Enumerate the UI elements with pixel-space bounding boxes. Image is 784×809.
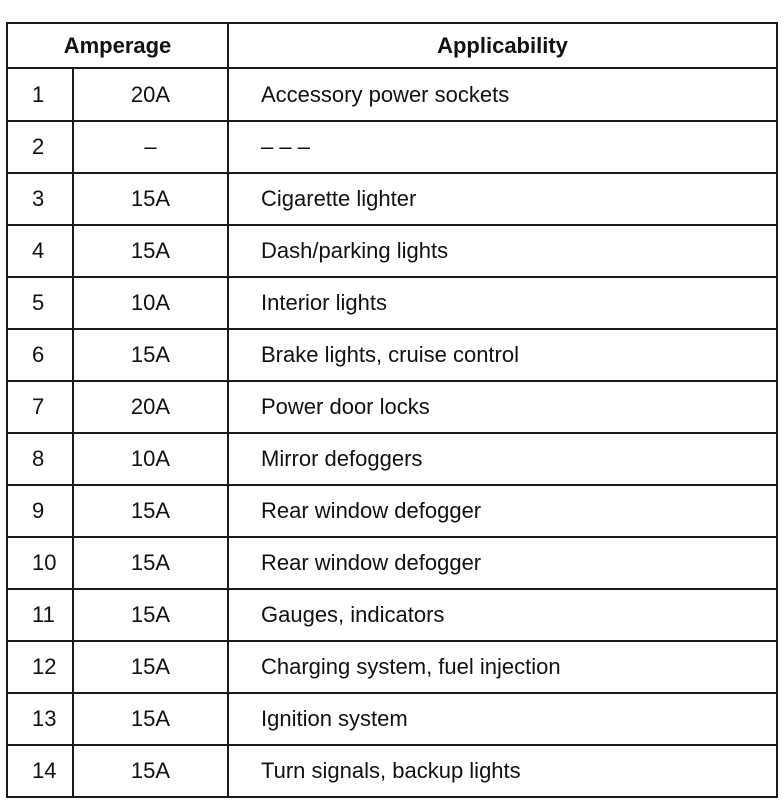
fuse-amperage: 15A (73, 745, 228, 797)
fuse-amperage: 15A (73, 173, 228, 225)
table-row (7, 641, 777, 693)
fuse-number: 14 (7, 745, 73, 797)
table-row (7, 68, 777, 121)
fuse-applicability: Interior lights (228, 277, 777, 329)
fuse-amperage: 10A (73, 277, 228, 329)
fuse-number: 10 (7, 537, 73, 589)
table-row (7, 537, 777, 589)
fuse-applicability: – – – (228, 121, 777, 173)
fuse-number: 9 (7, 485, 73, 537)
fuse-number: 12 (7, 641, 73, 693)
fuse-applicability: Brake lights, cruise control (228, 329, 777, 381)
fuse-table (6, 22, 778, 798)
fuse-applicability: Power door locks (228, 381, 777, 433)
fuse-number: 7 (7, 381, 73, 433)
fuse-amperage: 15A (73, 641, 228, 693)
fuse-amperage: 15A (73, 225, 228, 277)
table-row (7, 485, 777, 537)
fuse-amperage: 20A (73, 381, 228, 433)
fuse-applicability: Charging system, fuel injection (228, 641, 777, 693)
fuse-amperage: 15A (73, 329, 228, 381)
fuse-applicability: Cigarette lighter (228, 173, 777, 225)
fuse-number: 5 (7, 277, 73, 329)
table-row (7, 693, 777, 745)
applicability-header: Applicability (228, 23, 777, 68)
table-row (7, 381, 777, 433)
fuse-amperage: 15A (73, 693, 228, 745)
table-row (7, 433, 777, 485)
fuse-applicability: Mirror defoggers (228, 433, 777, 485)
fuse-amperage: 15A (73, 537, 228, 589)
fuse-applicability: Rear window defogger (228, 537, 777, 589)
amperage-header: Amperage (7, 23, 228, 68)
fuse-amperage: 15A (73, 485, 228, 537)
table-row (7, 121, 777, 173)
fuse-number: 4 (7, 225, 73, 277)
table-row (7, 277, 777, 329)
fuse-applicability: Gauges, indicators (228, 589, 777, 641)
fuse-applicability: Accessory power sockets (228, 68, 777, 121)
fuse-amperage: – (73, 121, 228, 173)
fuse-amperage: 20A (73, 68, 228, 121)
table-row (7, 589, 777, 641)
fuse-amperage: 15A (73, 589, 228, 641)
fuse-applicability: Turn signals, backup lights (228, 745, 777, 797)
fuse-applicability: Dash/parking lights (228, 225, 777, 277)
fuse-number: 3 (7, 173, 73, 225)
table-row (7, 745, 777, 797)
header-row (7, 23, 777, 68)
fuse-number: 6 (7, 329, 73, 381)
fuse-number: 13 (7, 693, 73, 745)
table-row (7, 225, 777, 277)
table-body (7, 68, 777, 797)
fuse-number: 11 (7, 589, 73, 641)
fuse-applicability: Rear window defogger (228, 485, 777, 537)
fuse-applicability: Ignition system (228, 693, 777, 745)
fuse-number: 1 (7, 68, 73, 121)
fuse-number: 2 (7, 121, 73, 173)
table-row (7, 329, 777, 381)
table-header (7, 23, 777, 68)
fuse-amperage: 10A (73, 433, 228, 485)
fuse-number: 8 (7, 433, 73, 485)
table-row (7, 173, 777, 225)
